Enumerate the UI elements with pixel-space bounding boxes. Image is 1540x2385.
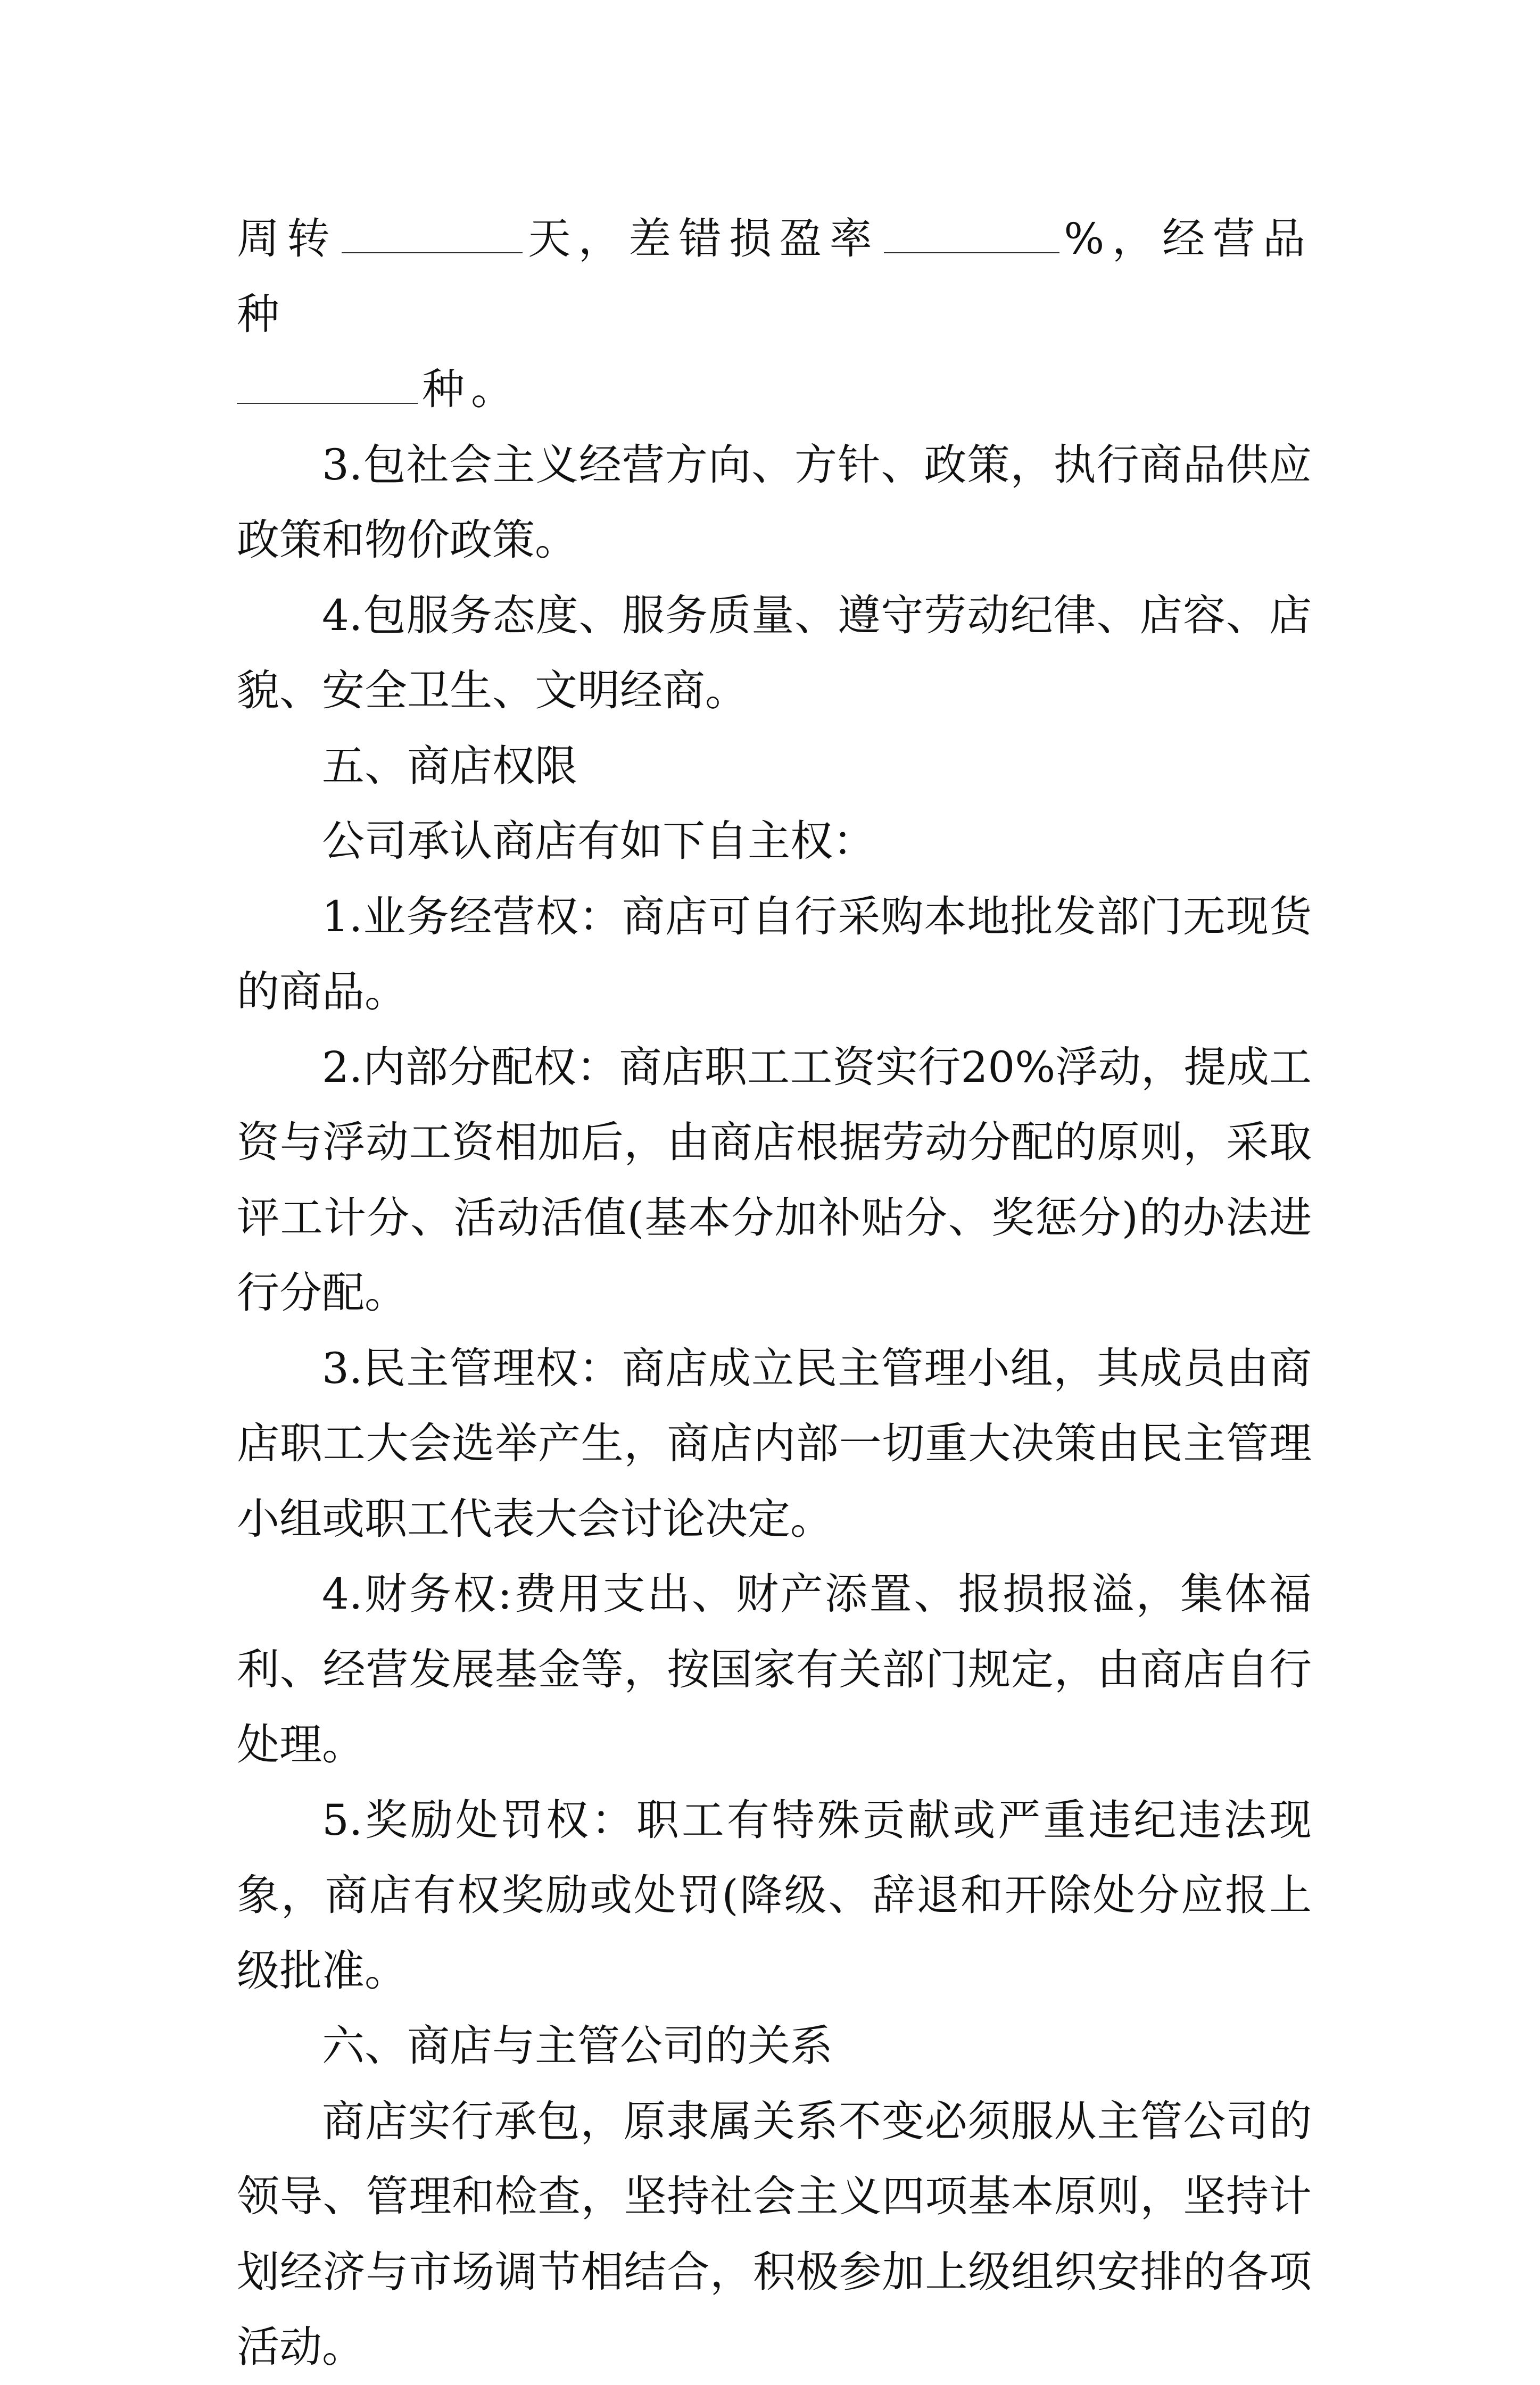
paragraph-relationship: 商店实行承包，原隶属关系不变必须服从主管公司的领导、管理和检查，坚持社会主义四项基本原则，坚持计划经济与市场调节相结合，积极参加上级组织安排的各项活动。 — [237, 2096, 1312, 2372]
section-heading-store-authority: 五、商店权限 — [322, 741, 577, 791]
paragraph-turnover — [237, 201, 1312, 427]
blank-turnover-days — [342, 212, 523, 253]
text-variety-unit: 种。 — [422, 365, 520, 414]
document-body — [237, 201, 1312, 2385]
text-variety: %，经营品种 — [237, 214, 1312, 339]
blank-variety-count — [237, 362, 418, 404]
text-turnover: 周转 — [237, 214, 337, 263]
paragraph-distribution-right: 2.内部分配权：商店职工工资实行20%浮动，提成工资与浮动工资相加后，由商店根据劳动分配的原则，采取评工计分、活动活值(基本分加补贴分、奖惩分)的办法进行分配。 — [237, 1042, 1312, 1318]
section-heading-relationship: 六、商店与主管公司的关系 — [322, 2021, 833, 2071]
paragraph-democratic-right: 3.民主管理权：商店成立民主管理小组，其成员由商店职工大会选举产生，商店内部一切重大决策由民主管理小组或职工代表大会讨论决定。 — [237, 1343, 1312, 1544]
text-error-rate: 天，差错损盈率 — [526, 214, 880, 263]
paragraph-finance-right: 4.财务权:费用支出、财产添置、报损报溢，集体福利、经营发展基金等，按国家有关部门规定，由商店自行处理。 — [237, 1569, 1312, 1769]
blank-error-rate — [884, 212, 1059, 253]
paragraph-3-direction: 3.包社会主义经营方向、方针、政策，执行商品供应政策和物价政策。 — [237, 440, 1312, 565]
paragraph-reward-right: 5.奖励处罚权：职工有特殊贡献或严重违纪违法现象，商店有权奖励或处罚(降级、辞退和开除处分应报上级批准。 — [237, 1795, 1312, 1995]
paragraph-business-right: 1.业务经营权：商店可自行采购本地批发部门无现货的商品。 — [237, 891, 1312, 1016]
paragraph-4-service: 4.包服务态度、服务质量、遵守劳动纪律、店容、店貌、安全卫生、文明经商。 — [237, 590, 1312, 715]
paragraph-autonomy-intro: 公司承认商店有如下自主权： — [322, 816, 875, 866]
